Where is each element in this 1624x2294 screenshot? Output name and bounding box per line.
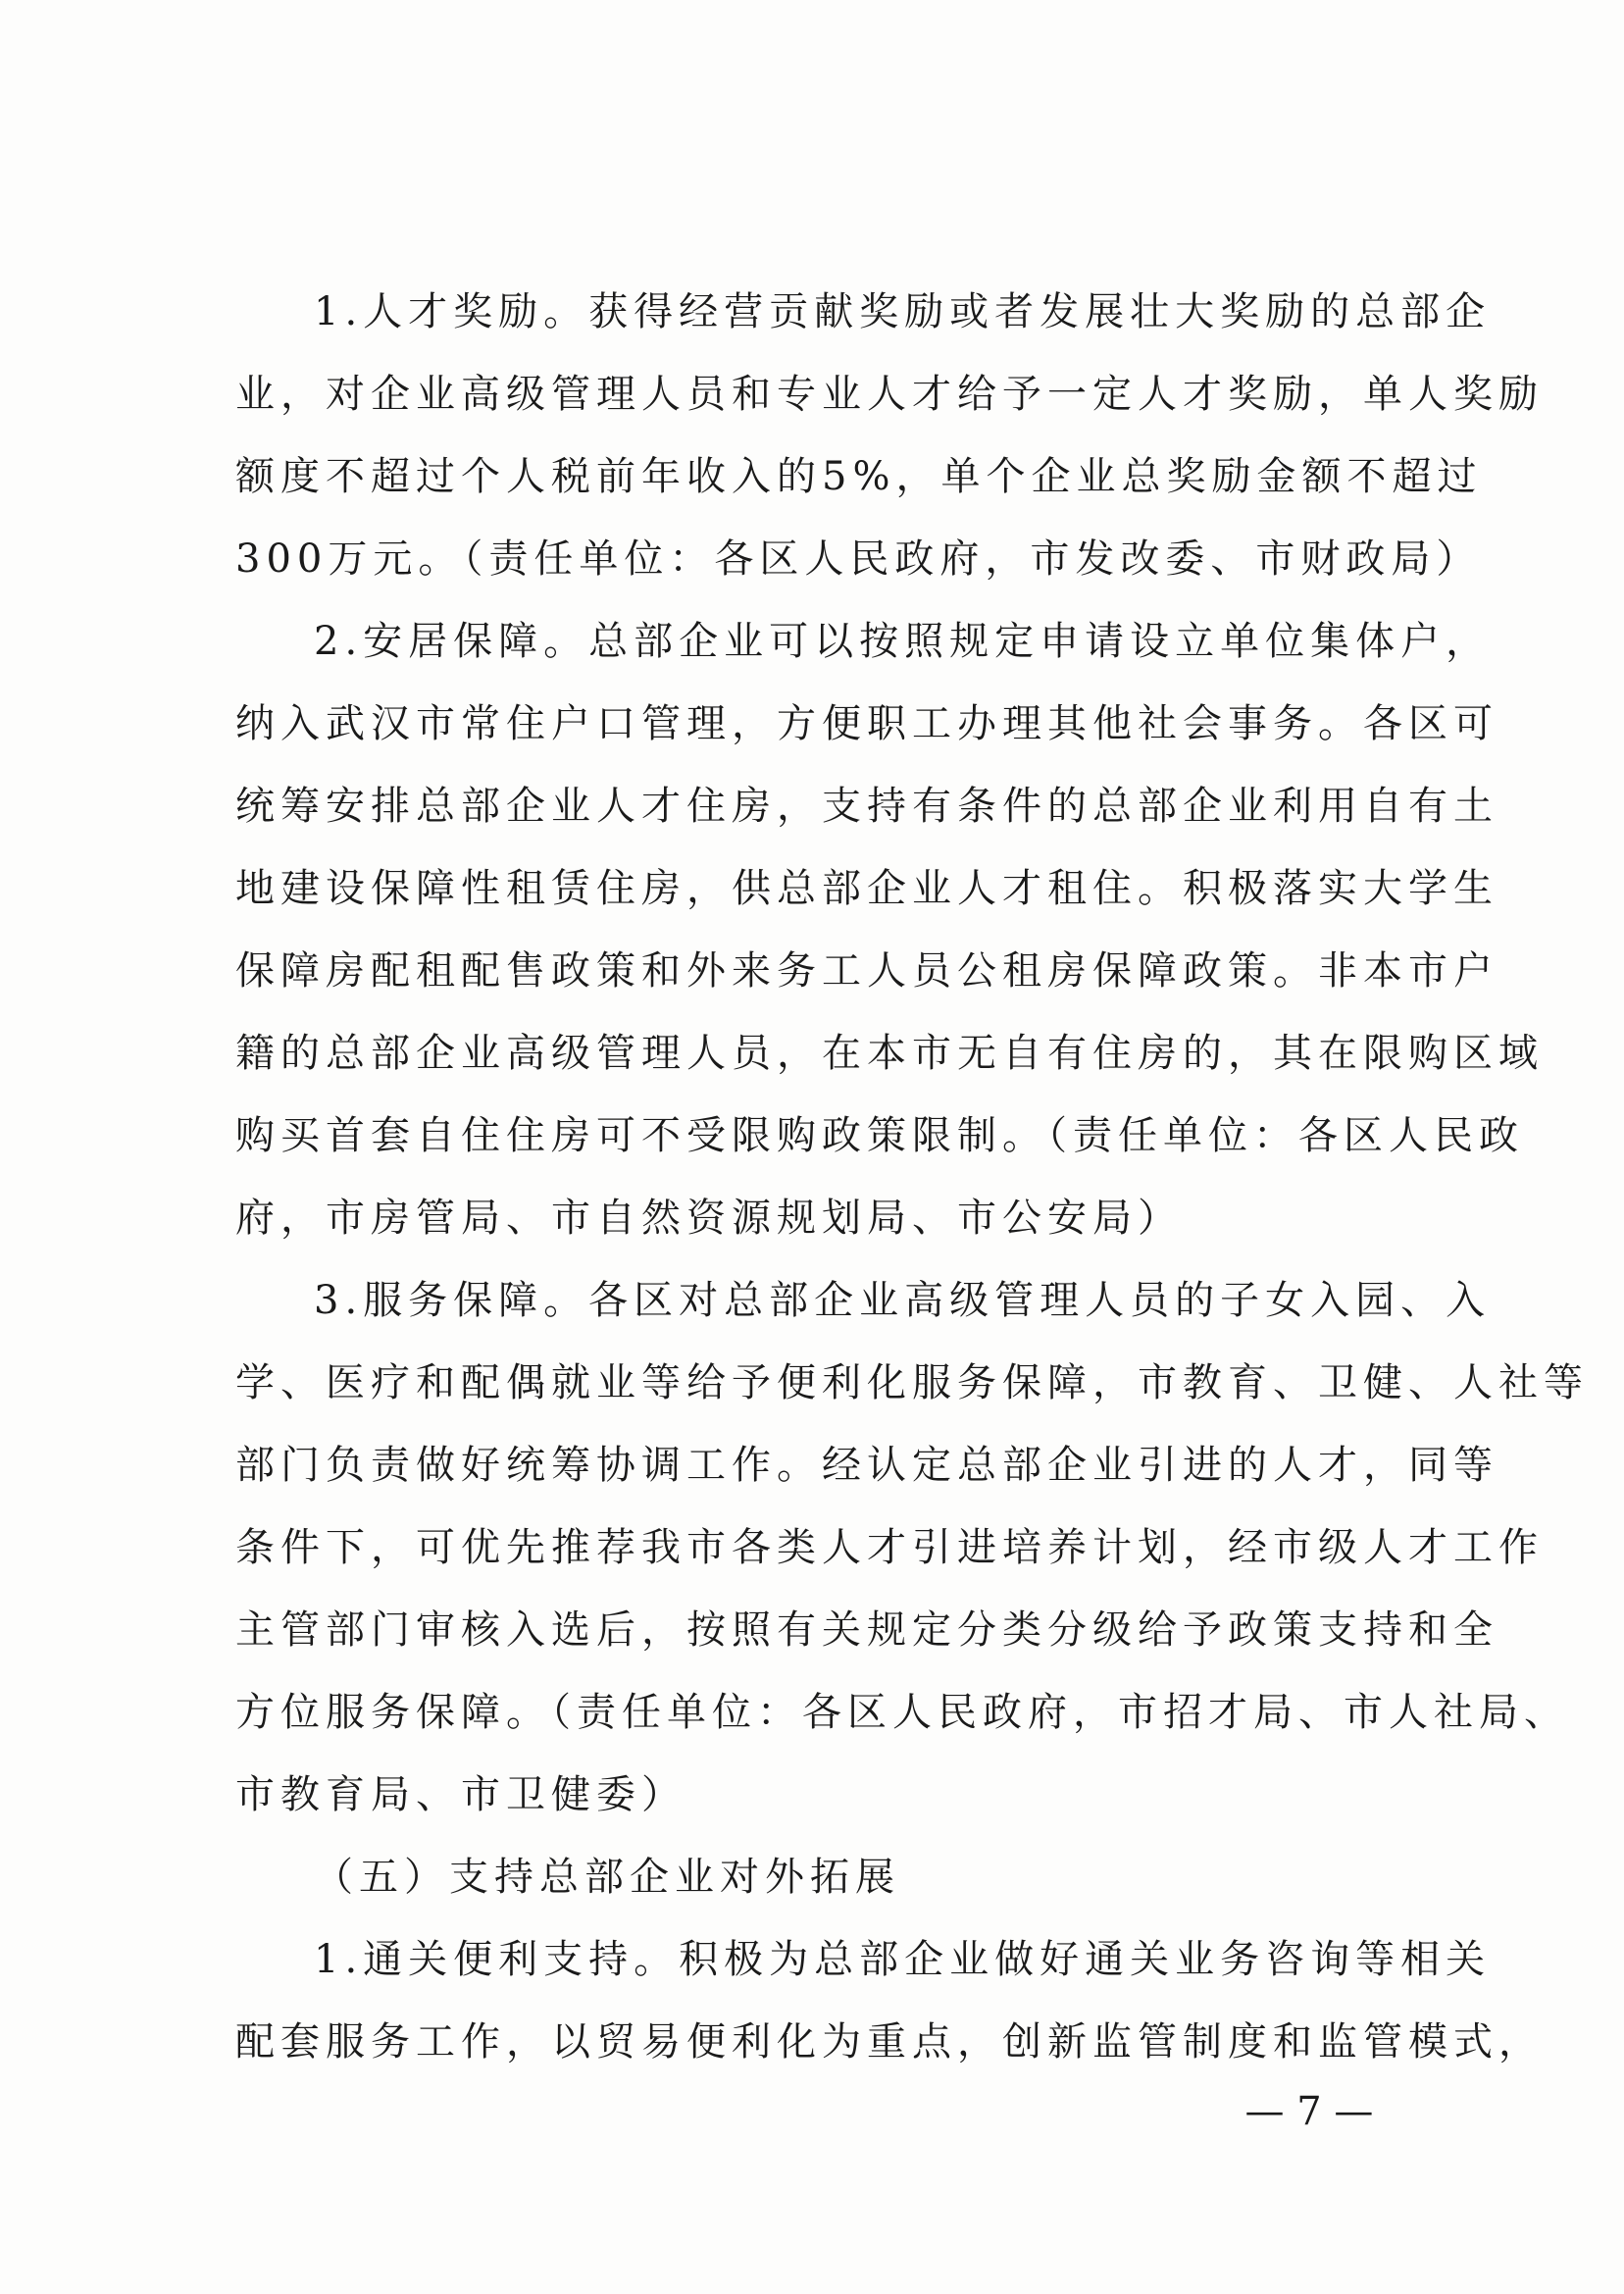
text-line: 地建设保障性租赁住房，供总部企业人才租住。积极落实大学生 — [235, 866, 1498, 911]
text-line: 购买首套自住住房可不受限购政策限制。（责任单位：各区人民政 — [235, 1113, 1524, 1158]
text-line: 主管部门审核入选后，按照有关规定分类分级给予政策支持和全 — [235, 1607, 1498, 1653]
text-line: 1.通关便利支持。积极为总部企业做好通关业务咨询等相关 — [314, 1937, 1492, 1982]
text-line: 部门负责做好统筹协调工作。经认定总部企业引进的人才，同等 — [235, 1443, 1498, 1488]
text-line: 条件下，可优先推荐我市各类人才引进培养计划，经市级人才工作 — [235, 1525, 1544, 1570]
text-line: 配套服务工作，以贸易便利化为重点，创新监管制度和监管模式， — [235, 2019, 1544, 2065]
text-line: 业，对企业高级管理人员和专业人才给予一定人才奖励，单人奖励 — [235, 372, 1544, 417]
text-line: 3.服务保障。各区对总部企业高级管理人员的子女入园、入 — [314, 1278, 1492, 1323]
text-line: 2.安居保障。总部企业可以按照规定申请设立单位集体户， — [314, 619, 1492, 664]
text-line: 1.人才奖励。获得经营贡献奖励或者发展壮大奖励的总部企 — [314, 289, 1492, 334]
page-number: — 7 — — [1244, 2089, 1374, 2134]
section-heading: （五）支持总部企业对外拓展 — [314, 1855, 900, 1900]
text-line: 统筹安排总部企业人才住房，支持有条件的总部企业利用自有土 — [235, 784, 1498, 829]
body-text — [235, 284, 1589, 2097]
text-line: 府，市房管局、市自然资源规划局、市公安局） — [235, 1196, 1183, 1241]
text-line: 保障房配租配售政策和外来务工人员公租房保障政策。非本市户 — [235, 948, 1498, 994]
text-line: 300万元。（责任单位：各区人民政府，市发改委、市财政局） — [235, 536, 1482, 582]
text-line: 额度不超过个人税前年收入的5%，单个企业总奖励金额不超过 — [235, 454, 1483, 499]
text-line: 纳入武汉市常住户口管理，方便职工办理其他社会事务。各区可 — [235, 701, 1498, 746]
text-line: 学、医疗和配偶就业等给予便利化服务保障，市教育、卫健、人社等 — [235, 1360, 1589, 1405]
text-line: 方位服务保障。（责任单位：各区人民政府，市招才局、市人社局、 — [235, 1690, 1569, 1735]
text-line: 市教育局、市卫健委） — [235, 1772, 686, 1817]
text-line: 籍的总部企业高级管理人员，在本市无自有住房的，其在限购区域 — [235, 1031, 1544, 1076]
